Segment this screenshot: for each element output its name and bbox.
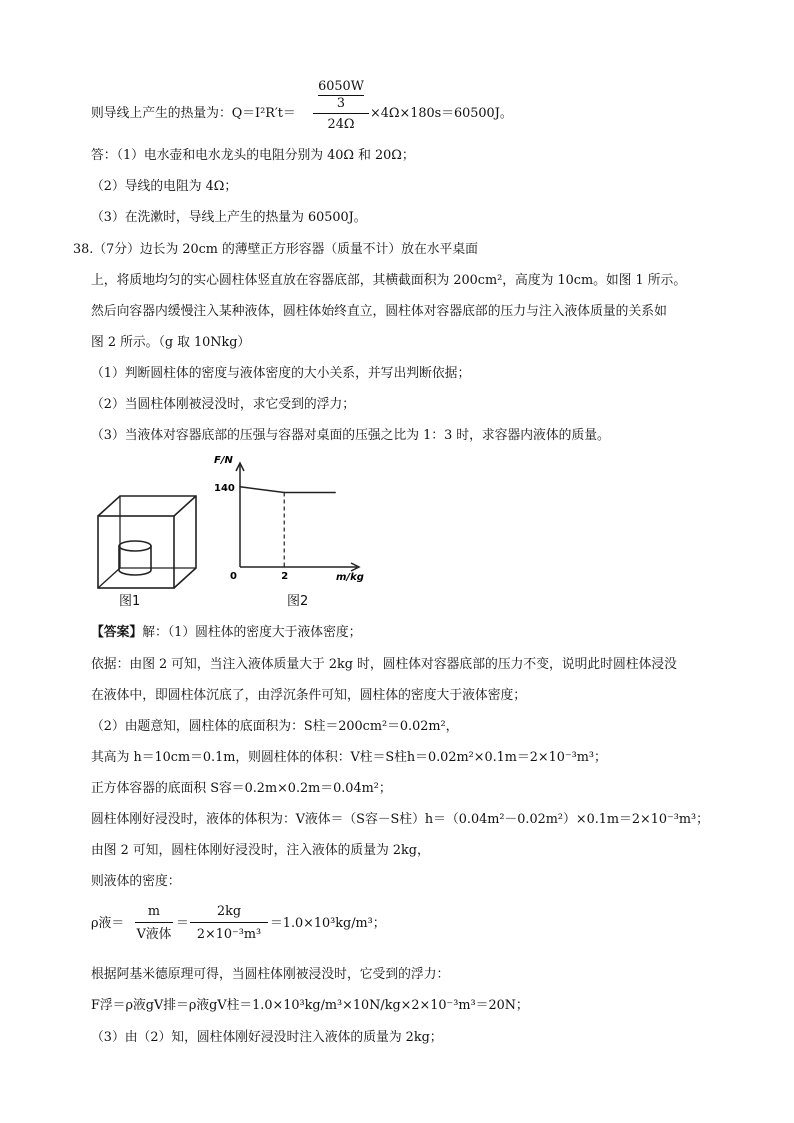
figure-1 <box>90 488 200 608</box>
answer-line: 则液体的密度： <box>91 874 181 889</box>
answer-line: 圆柱体刚好浸没时，液体的体积为：V液体＝（S容－S柱）h＝（0.04m²－0.02m²）×0.1m＝2×10⁻³m³； <box>91 812 709 827</box>
origin-label: 0 <box>230 571 237 582</box>
container-hidden-edge <box>98 568 120 588</box>
density-f1-bar <box>135 922 173 923</box>
density-f2-num: 2kg <box>216 904 242 919</box>
answer-line: 正方体容器的底面积 S容＝0.2m×0.2m＝0.04m²； <box>91 781 392 796</box>
y-axis-label: F/N <box>214 455 233 466</box>
container-edge <box>174 496 196 516</box>
figure-2-caption: 图2 <box>287 594 309 609</box>
density-f2-bar <box>190 922 268 923</box>
figure-2-chart <box>212 455 372 585</box>
answer-line: 解：（1）圆柱体的密度大于液体密度； <box>142 625 362 640</box>
heat-formula-suffix: ×4Ω×180s＝60500J。 <box>370 106 513 121</box>
question-line: （2）当圆柱体刚被浸没时，求它受到的浮力； <box>91 397 356 412</box>
question-line: 上，将质地均匀的实心圆柱体竖直放在容器底部，其横截面积为 200cm²，高度为 10cm。如图 1 所示。 <box>91 273 687 288</box>
data-point <box>239 486 241 488</box>
answer-line: 在液体中，即圆柱体沉底了，由浮沉条件可知，圆柱体的密度大于液体密度； <box>91 688 527 703</box>
density-f1-num: m <box>147 904 161 919</box>
cylinder-top <box>119 541 151 551</box>
series-line-F <box>240 487 335 493</box>
answer-line: （3）由（2）知，圆柱体刚好浸没时注入液体的质量为 2kg； <box>91 1030 443 1045</box>
answer-line: 依据：由图 2 可知，当注入液体质量大于 2kg 时，圆柱体对容器底部的压力不变，说明此时圆柱体浸没 <box>91 657 677 672</box>
heat-formula-inner-num: 6050W <box>318 79 364 94</box>
question-line: 38.（7分）边长为 20cm 的薄壁正方形容器（质量不计）放在水平桌面 <box>73 242 478 257</box>
answer-line: （2）由题意知，圆柱体的底面积为：S柱＝200cm²＝0.02m²， <box>91 719 459 734</box>
data-point <box>334 492 336 494</box>
density-eq: ＝ <box>176 916 189 931</box>
prev-answer-line: （3）在洗漱时，导线上产生的热量为 60500J。 <box>91 210 367 225</box>
x-axis-label: m/kg <box>336 572 364 583</box>
answer-line: 根据阿基米德原理可得，当圆柱体刚被浸没时，它受到的浮力： <box>91 967 450 982</box>
answer-line: F浮＝ρ液gV排＝ρ液gV柱＝1.0×10³kg/m³×10N/kg×2×10⁻³m³＝20N； <box>91 998 529 1013</box>
heat-formula-prefix: 则导线上产生的热量为：Q＝I²R′t＝ <box>91 106 296 121</box>
density-f1-den: V液体 <box>136 927 172 942</box>
density-result: ＝1.0×10³kg/m³； <box>270 916 386 931</box>
y-tick-label: 140 <box>214 482 235 494</box>
question-line: 然后向容器内缓慢注入某种液体，圆柱体始终直立，圆柱体对容器底部的压力与注入液体质量的关系如 <box>91 304 667 319</box>
figure-1-caption: 图1 <box>119 594 141 609</box>
cylinder-bottom <box>119 570 151 575</box>
answer-line: 其高为 h＝10cm＝0.1m，则圆柱体的体积：V柱＝S柱h＝0.02m²×0.1m＝2×10⁻³m³； <box>91 750 607 765</box>
prev-answer-line: （2）导线的电阻为 4Ω； <box>91 179 238 194</box>
answer-line: 由图 2 可知，圆柱体刚好浸没时，注入液体的质量为 2kg， <box>91 843 430 858</box>
density-f2-den: 2×10⁻³m³ <box>196 927 262 942</box>
heat-formula-den: 24Ω <box>327 117 355 132</box>
question-line: （3）当液体对容器底部的压强与容器对桌面的压强之比为 1：3 时，求容器内液体的质量。 <box>91 428 610 443</box>
question-line: 图 2 所示。（g 取 10Nkg） <box>91 335 251 350</box>
heat-formula-inner-den: 3 <box>336 96 346 111</box>
prev-answer-line: 答：（1）电水壶和电水龙头的电阻分别为 40Ω 和 20Ω； <box>91 148 415 163</box>
x-tick-label: 2 <box>281 571 289 582</box>
heat-formula-bar <box>313 113 369 114</box>
density-lhs: ρ液＝ <box>91 916 125 931</box>
answer-label: 【答案】 <box>91 625 143 640</box>
question-line: （1）判断圆柱体的密度与液体密度的大小关系，并写出判断依据； <box>91 366 471 381</box>
